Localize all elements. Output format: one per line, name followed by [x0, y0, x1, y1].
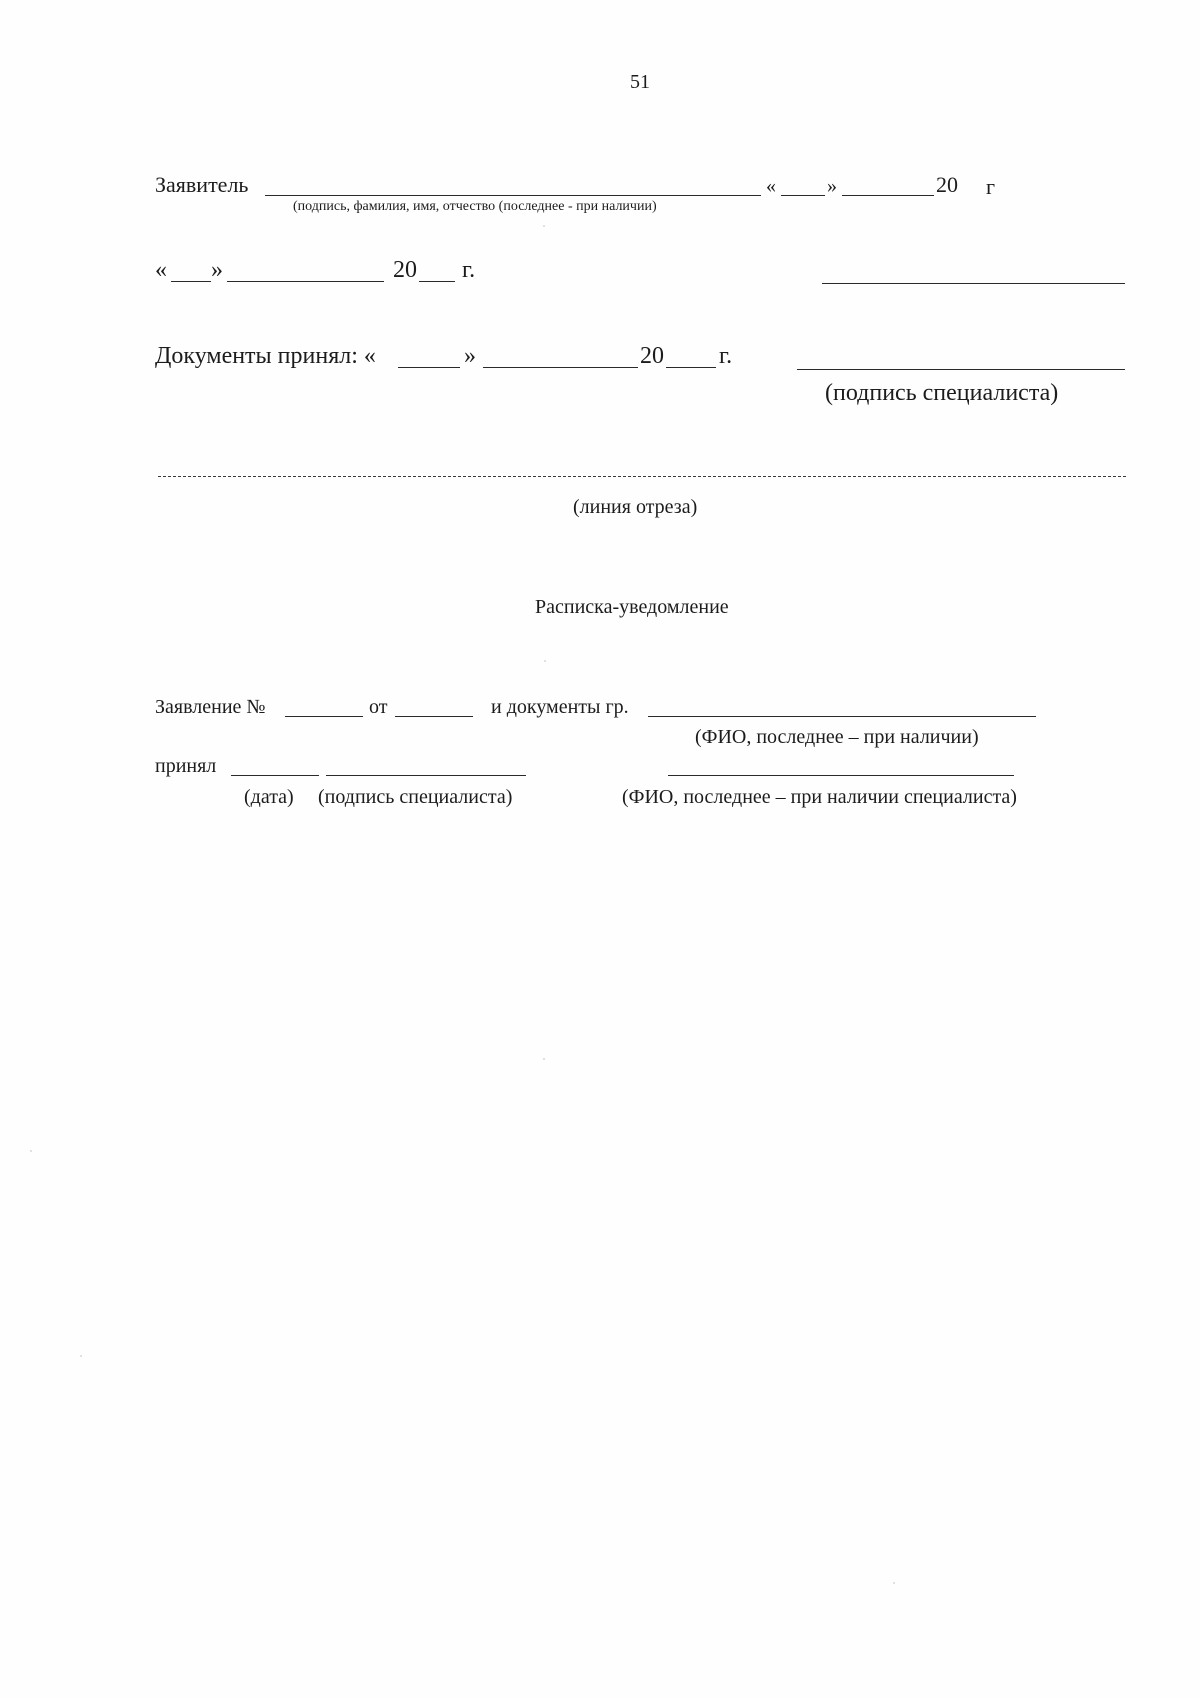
citizen-fio-line[interactable] — [648, 716, 1036, 717]
statement-docs-label: и документы гр. — [491, 696, 629, 718]
cut-line-label: (линия отреза) — [573, 496, 698, 518]
applicant-signature-hint: (подпись, фамилия, имя, отчество (последнее - при наличии) — [293, 199, 657, 214]
accepted-signature-line[interactable] — [797, 369, 1125, 370]
scan-speck — [543, 1058, 545, 1060]
specialist-fio-line[interactable] — [668, 775, 1014, 776]
date-year-suffix: г. — [462, 257, 476, 283]
accepted-year-prefix: 20 — [640, 343, 664, 369]
date-signature-line[interactable] — [822, 283, 1125, 284]
statement-from-label: от — [369, 696, 388, 718]
accepted-month-blank[interactable] — [483, 367, 638, 368]
applicant-label: Заявитель — [155, 172, 249, 197]
applicant-year-prefix: 20 — [936, 172, 958, 197]
applicant-year-suffix: г — [986, 174, 996, 199]
page-number: 51 — [630, 71, 650, 93]
accepted-year-suffix: г. — [719, 343, 733, 369]
applicant-quote-close: » — [827, 175, 837, 197]
receipt-signature-hint: (подпись специалиста) — [318, 786, 513, 808]
scan-speck — [893, 1582, 895, 1584]
date-year-blank[interactable] — [419, 281, 455, 282]
date-month-blank[interactable] — [227, 281, 384, 282]
receipt-title: Расписка-уведомление — [535, 596, 729, 618]
accepted-quote-close: » — [464, 343, 476, 369]
citizen-fio-hint: (ФИО, последнее – при наличии) — [695, 726, 979, 748]
accepted-day-blank[interactable] — [398, 367, 460, 368]
scan-speck — [30, 1150, 32, 1152]
date-quote-open: « — [155, 257, 167, 283]
statement-date-blank[interactable] — [395, 716, 473, 717]
accepted-signature-hint: (подпись специалиста) — [825, 380, 1059, 406]
applicant-signature-line[interactable] — [265, 195, 761, 196]
receipt-date-blank[interactable] — [231, 775, 319, 776]
scan-speck — [543, 225, 545, 227]
scan-speck — [544, 660, 546, 662]
statement-number-blank[interactable] — [285, 716, 363, 717]
date-year-prefix: 20 — [393, 257, 417, 283]
receipt-signature-blank[interactable] — [326, 775, 526, 776]
applicant-quote-open: « — [766, 175, 776, 197]
cut-line — [158, 476, 1126, 477]
accepted-label: Документы принял: « — [155, 343, 376, 369]
receipt-accepted-label: принял — [155, 755, 217, 777]
applicant-month-blank[interactable] — [842, 195, 934, 196]
statement-number-label: Заявление № — [155, 696, 266, 718]
date-day-blank[interactable] — [171, 281, 211, 282]
specialist-fio-hint: (ФИО, последнее – при наличии специалиста) — [622, 786, 1017, 808]
date-quote-close: » — [211, 257, 223, 283]
accepted-year-blank[interactable] — [666, 367, 716, 368]
scan-speck — [80, 1355, 82, 1357]
receipt-date-hint: (дата) — [244, 786, 294, 808]
applicant-day-blank[interactable] — [781, 195, 825, 196]
